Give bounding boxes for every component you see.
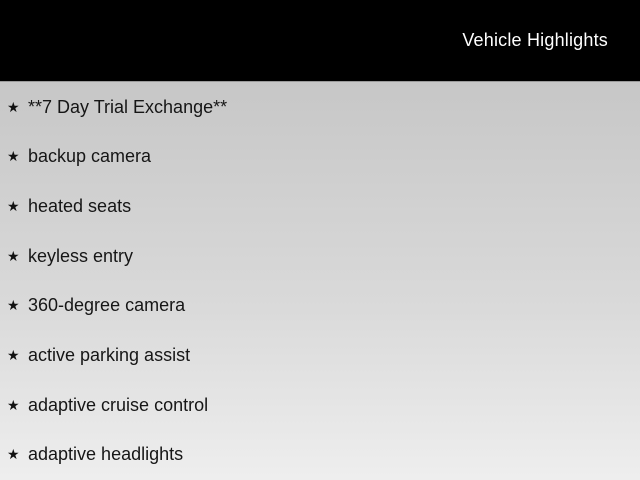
- star-icon: ★: [7, 148, 20, 165]
- header-bar: [0, 0, 640, 82]
- list-item-label: adaptive headlights: [28, 444, 184, 465]
- list-item-label: **7 Day Trial Exchange**: [28, 96, 228, 117]
- page-title: Vehicle Highlights: [462, 30, 608, 50]
- star-icon: ★: [7, 198, 20, 215]
- star-icon: ★: [7, 446, 20, 463]
- star-icon: ★: [7, 396, 20, 413]
- list-item: [0, 281, 640, 331]
- highlights-list: [0, 82, 640, 479]
- list-item-label: heated seats: [28, 196, 132, 217]
- list-item: [0, 181, 640, 231]
- list-item: [0, 380, 640, 430]
- list-item-label: backup camera: [28, 146, 152, 167]
- list-item: [0, 82, 640, 132]
- star-icon: ★: [7, 98, 20, 115]
- star-icon: ★: [7, 247, 20, 264]
- list-item: [0, 132, 640, 182]
- list-item-label: keyless entry: [28, 245, 134, 266]
- list-item-label: active parking assist: [28, 344, 191, 365]
- list-item: [0, 330, 640, 380]
- star-icon: ★: [7, 297, 20, 314]
- list-item-label: adaptive cruise control: [28, 394, 209, 415]
- star-icon: ★: [7, 346, 20, 363]
- list-item: [0, 231, 640, 281]
- list-item: [0, 429, 640, 479]
- list-item-label: 360-degree camera: [28, 295, 186, 316]
